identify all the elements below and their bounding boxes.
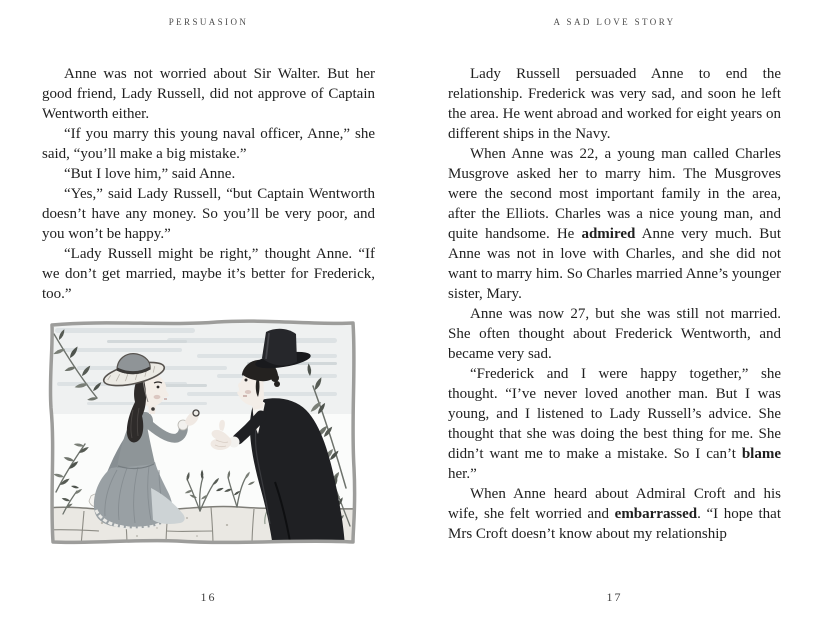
paragraph: “Lady Russell might be right,” thought Anne. “If we don’t get married, maybe it’s better for Frederick, too.” bbox=[42, 246, 375, 302]
right-page bbox=[448, 0, 781, 629]
paragraph: “If you marry this young naval officer, Anne,” she said, “you’ll make a big mistake.” bbox=[42, 126, 375, 162]
running-head-right: A SAD LOVE STORY bbox=[553, 17, 676, 27]
right-page-text bbox=[448, 64, 781, 544]
page-number-right: 17 bbox=[606, 590, 623, 604]
illustration-svg bbox=[47, 318, 358, 547]
illustration bbox=[47, 318, 358, 547]
paragraph: Lady Russell persuaded Anne to end the relationship. Frederick was very sad, and soon he left the area. He went abroad and worked for eight years on different ships in the Navy. bbox=[448, 66, 781, 142]
paragraph: Anne was now 27, but she was still not married. She often thought about Frederick Wentworth, and became very sad. bbox=[448, 306, 781, 362]
page-number-left: 16 bbox=[200, 590, 217, 604]
paragraph: “Frederick and I were happy together,” she thought. “I’ve never loved another man. But I was young, and I listened to Lady Russell’s advice. She thought that she was doing the best thing for me. She didn’t want me to make a mistake. So I can’t blame her.” bbox=[448, 366, 781, 482]
left-page-text bbox=[42, 64, 375, 304]
running-head-left: PERSUASION bbox=[168, 17, 249, 27]
paragraph: Anne was not worried about Sir Walter. But her good friend, Lady Russell, did not approve of Captain Wentworth either. bbox=[42, 66, 375, 122]
paragraph: “But I love him,” said Anne. bbox=[64, 166, 236, 182]
paragraph: When Anne was 22, a young man called Charles Musgrove asked her to marry him. The Musgroves were the second most important family in the area, after the Elliots. Charles was a nice young man, and quite handsome. He admired Anne very much. But Anne was not in love with Charles, and she did not want to marry him. So Charles married Anne’s younger sister, Mary. bbox=[448, 146, 781, 302]
paragraph: When Anne heard about Admiral Croft and his wife, she felt worried and embarrassed. “I hope that Mrs Croft doesn’t know about my relationship bbox=[448, 486, 781, 542]
paragraph: “Yes,” said Lady Russell, “but Captain Wentworth doesn’t have any money. So you’ll be very poor, and you won’t be happy.” bbox=[42, 186, 375, 242]
left-page bbox=[42, 0, 375, 629]
